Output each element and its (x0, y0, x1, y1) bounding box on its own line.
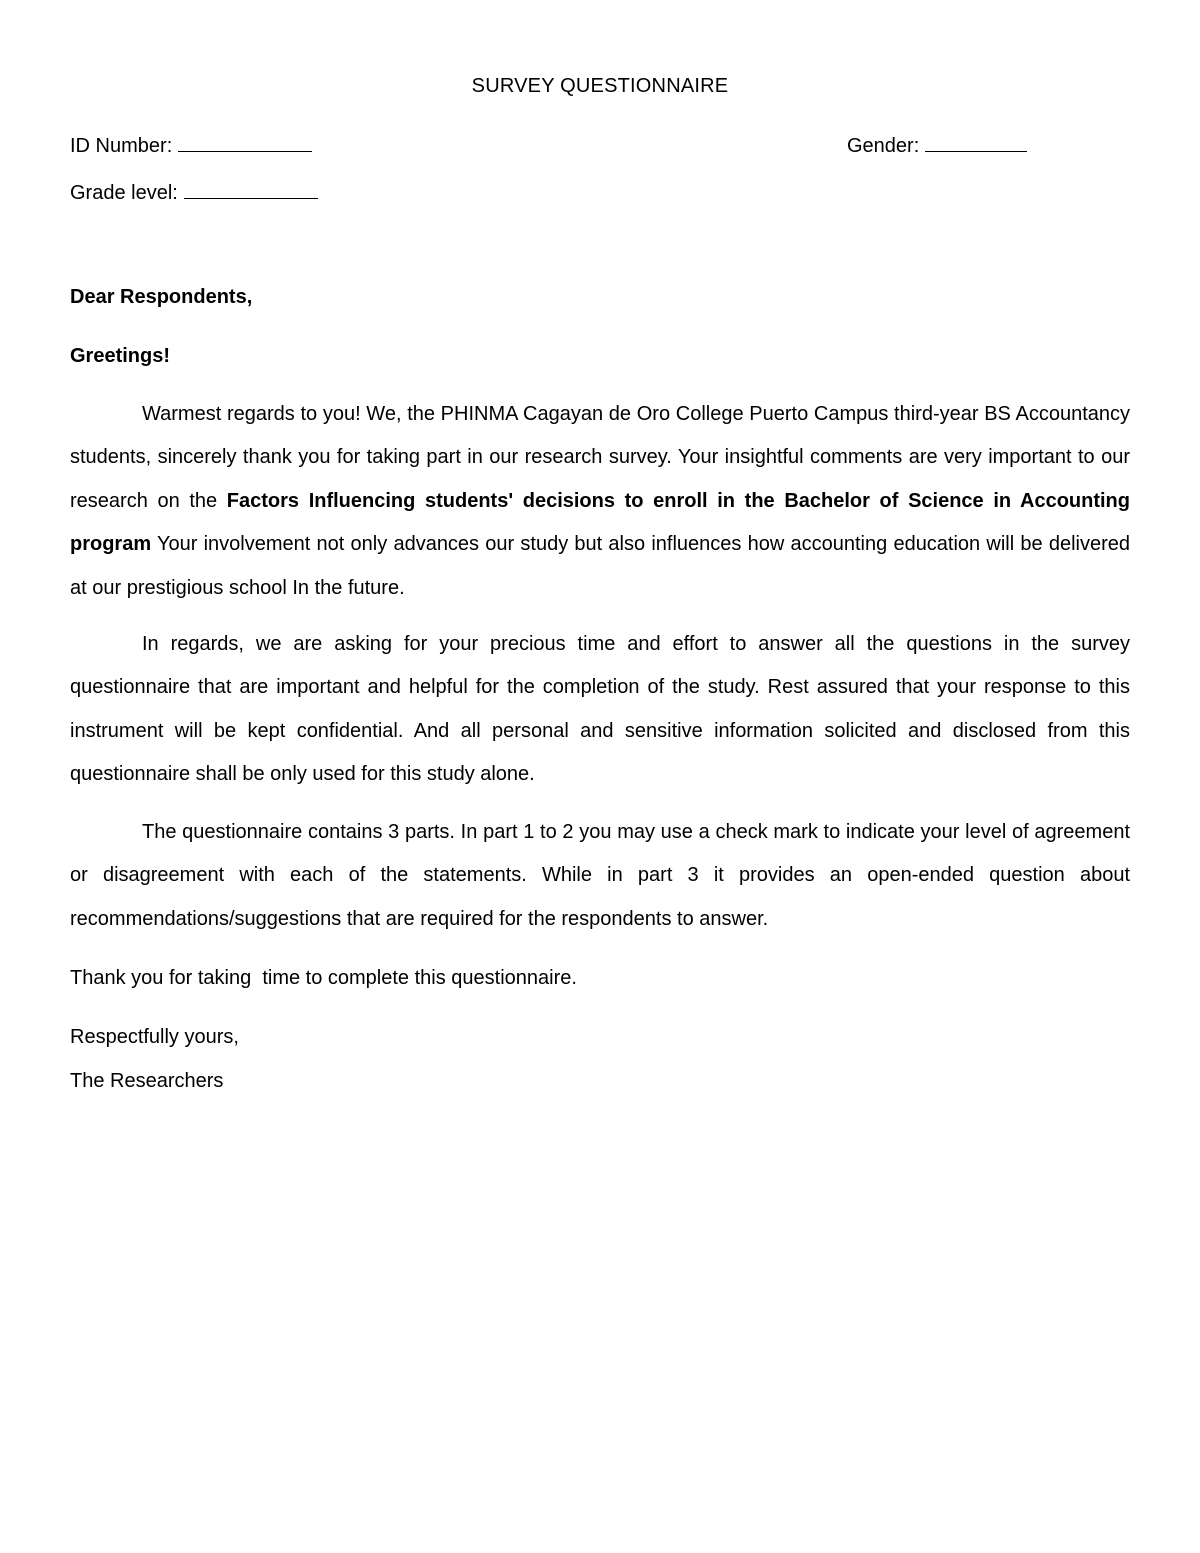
research-title-bold: Factors Influencing students' decisions to enroll in the Bachelor of Science in Accounting program (70, 489, 1130, 556)
grade-level-field (70, 180, 318, 205)
salutation: Dear Respondents, (70, 286, 253, 308)
signature-line: The Researchers (70, 1070, 224, 1092)
grade-level-blank[interactable] (184, 180, 318, 199)
gender-label: Gender: (847, 135, 920, 157)
page-title: SURVEY QUESTIONNAIRE (471, 75, 729, 97)
id-number-blank[interactable] (178, 133, 312, 152)
intro-paragraph-text-1: Warmest regards to you! We, the PHINMA Cagayan de Oro College Puerto Campus third-year BS Accountancy students, sincerely thank you for taking part in our research survey. Your insightful comments are very important to our research on the (70, 403, 1130, 512)
id-number-label: ID Number: (70, 135, 173, 157)
grade-level-label: Grade level: (70, 182, 178, 204)
greeting: Greetings! (70, 345, 171, 367)
id-number-field (70, 133, 312, 158)
request-paragraph: In regards, we are asking for your precious time and effort to answer all the questions in the survey questionnaire that are important and helpful for the completion of the study. Rest assured that your response to this instrument will be kept confidential. And all personal and sensitive information solicited and disclosed from this questionnaire shall be only used for this study alone. (70, 633, 1130, 786)
gender-field (847, 133, 1027, 158)
intro-paragraph-text-2: Your involvement not only advances our study but also influences how accounting education will be delivered at our prestigious school In the future. (70, 533, 1130, 599)
gender-blank[interactable] (925, 133, 1027, 152)
instructions-paragraph: The questionnaire contains 3 parts. In part 1 to 2 you may use a check mark to indicate your level of agreement or disagreement with each of the statements. While in part 3 it provides an open-ended question about recommendations/suggestions that are required for the respondents to answer. (70, 821, 1130, 930)
intro-paragraph (70, 393, 1130, 610)
thank-you-line: Thank you for taking time to complete this questionnaire. (70, 967, 577, 989)
closing-line: Respectfully yours, (70, 1026, 239, 1048)
closing-block (70, 1025, 239, 1113)
